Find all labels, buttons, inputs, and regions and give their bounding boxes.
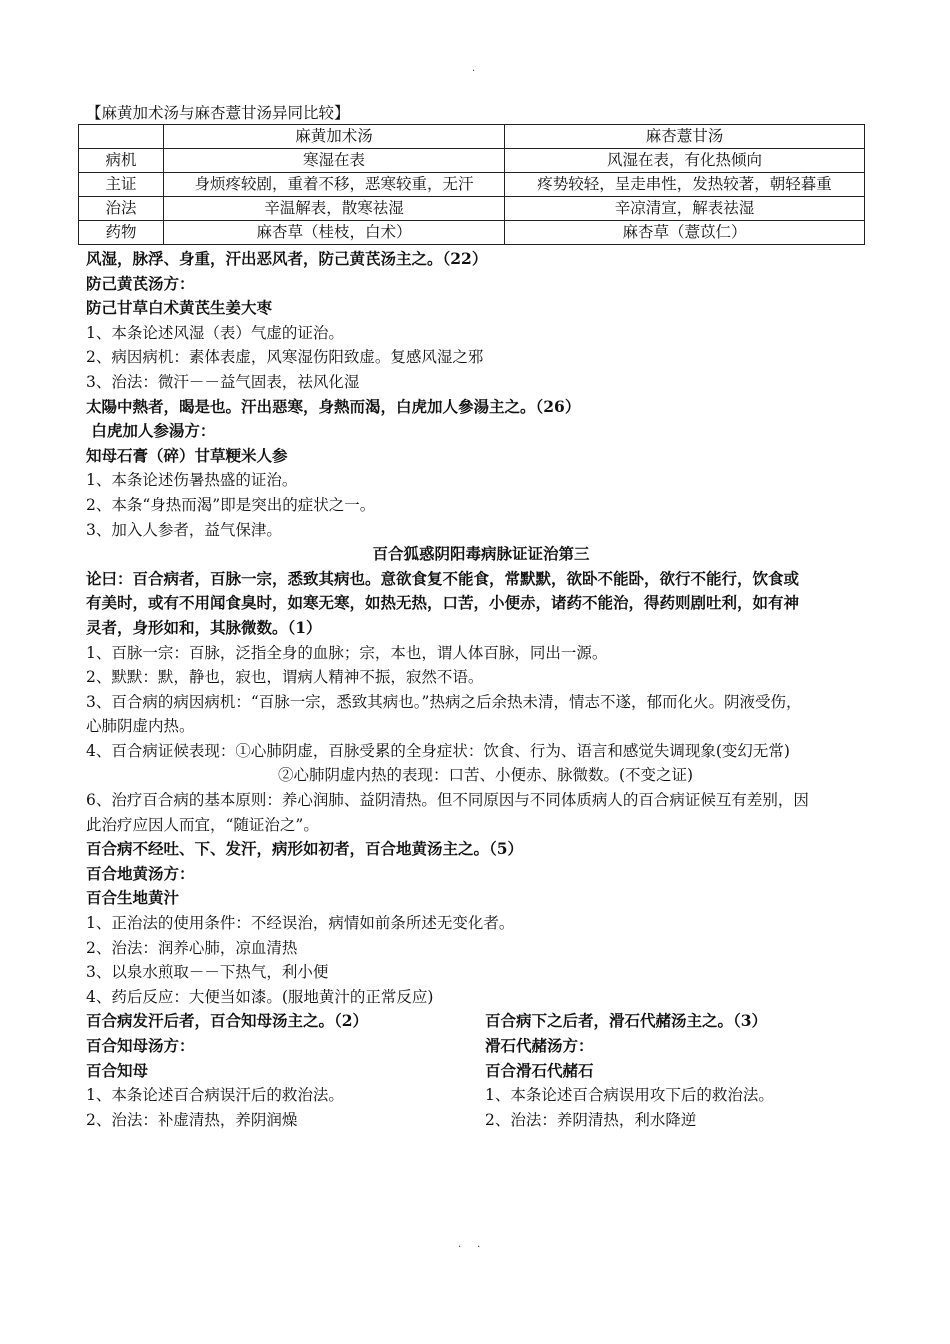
note-line: 2、默默：默，静也，寂也，谓病人精神不振，寂然不语。 bbox=[86, 668, 484, 687]
note-line: 1、本条论述百合病误用攻下后的救治法。 bbox=[485, 1086, 774, 1105]
clause-1-line: 灵者，身形如和，其脉微数。（1） bbox=[86, 617, 322, 637]
formula-title-baihe-dihuang: 百合地黄汤方： bbox=[86, 863, 195, 883]
clause-5: 百合病不经吐、下、发汗，病形如初者，百合地黄汤主之。（5） bbox=[86, 839, 524, 859]
note-line: 6、治疗百合病的基本原则：养心润肺、益阴清热。但不同原因与不同体质病人的百合病证候互有差别，因 bbox=[86, 791, 809, 810]
table-cell: 辛温解表，散寒祛湿 bbox=[164, 197, 505, 221]
table-row bbox=[79, 197, 865, 221]
table-header-maxing-yigan: 麻杏薏甘汤 bbox=[505, 125, 865, 149]
note-line: 4、药后反应：大便当如漆。(服地黄汁的正常反应) bbox=[86, 987, 434, 1006]
clause-26: 太陽中熱者，暍是也。汗出惡寒，身熱而渴，白虎加人參湯主之。（26） bbox=[86, 396, 581, 416]
table-header-mahuang-jiazhu: 麻黄加术汤 bbox=[164, 125, 505, 149]
clause-1-line: 论曰：百合病者，百脉一宗，悉致其病也。意欲食复不能食，常默默，欲卧不能卧，欲行不能行，饮食或 bbox=[86, 568, 800, 588]
formula-fangji-huangqi: 防己甘草白术黄芪生姜大枣 bbox=[86, 298, 273, 318]
formula-baihe-dihuang: 百合生地黄汁 bbox=[86, 888, 180, 908]
comparison-table bbox=[78, 124, 865, 245]
table-cell: 身烦疼较剧，重着不移，恶寒较重，无汗 bbox=[164, 173, 505, 197]
note-line: ②心肺阴虚内热的表现：口苦、小便赤、脉微数。(不变之证) bbox=[278, 766, 694, 785]
clause-2: 百合病发汗后者，百合知母汤主之。（2） bbox=[86, 1011, 369, 1031]
formula-huashi-daizhe: 百合滑石代赭石 bbox=[485, 1060, 594, 1080]
table-row-head: 药物 bbox=[79, 221, 164, 245]
clause-1-line: 有美时，或有不用闻食臭时，如寒无寒，如热无热，口苦，小便赤，诸药不能治，得药则剧吐利，如有神 bbox=[86, 593, 800, 613]
clause-22: 风湿，脉浮、身重，汗出恶风者，防己黄芪汤主之。（22） bbox=[86, 249, 488, 268]
note-line: 此治疗应因人而宜，“随证治之”。 bbox=[86, 815, 319, 834]
note-line: 2、治法：养阴清热，利水降逆 bbox=[485, 1110, 697, 1129]
chapter-title: 百合狐惑阴阳毒病脉证证治第三 bbox=[372, 544, 590, 564]
table-cell: 麻杏草（桂枝，白术） bbox=[164, 221, 505, 245]
formula-title-huashi-daizhe: 滑石代赭汤方： bbox=[485, 1036, 594, 1055]
note-line: 1、本条论述风湿（表）气虚的证治。 bbox=[86, 323, 344, 342]
note-line: 2、本条“身热而渴”即是突出的症状之一。 bbox=[86, 495, 376, 514]
formula-baihe-zhimu: 百合知母 bbox=[86, 1060, 149, 1080]
note-line: 2、治法：补虚清热，养阴润燥 bbox=[86, 1110, 298, 1129]
table-title: 【麻黄加术汤与麻杏薏甘汤异同比较】 bbox=[86, 104, 350, 122]
note-line: 1、本条论述百合病误汗后的救治法。 bbox=[86, 1086, 344, 1105]
note-line: 3、以泉水煎取－－下热气，利小便 bbox=[86, 963, 329, 982]
two-column-section bbox=[86, 1009, 876, 1132]
note-line: 1、百脉一宗：百脉，泛指全身的血脉；宗，本也，谓人体百脉，同出一源。 bbox=[86, 643, 608, 662]
table-cell: 风湿在表，有化热倾向 bbox=[505, 149, 865, 173]
note-line: 2、治法：润养心肺，凉血清热 bbox=[86, 938, 298, 957]
note-line: 4、百合病证候表现：①心肺阴虚，百脉受累的全身症状：饮食、行为、语言和感觉失调现象(变幻无常) bbox=[86, 741, 790, 760]
note-line: 1、本条论述伤暑热盛的证治。 bbox=[86, 471, 298, 490]
formula-title-baihe-zhimu: 百合知母汤方： bbox=[86, 1036, 195, 1055]
table-cell: 麻杏草（薏苡仁） bbox=[505, 221, 865, 245]
formula-title-baihu-renshen: 白虎加人参湯方： bbox=[86, 421, 216, 441]
document-body bbox=[86, 102, 876, 1132]
left-column bbox=[86, 1009, 477, 1132]
table-cell: 寒湿在表 bbox=[164, 149, 505, 173]
right-column bbox=[477, 1009, 876, 1132]
header-dot: . bbox=[472, 63, 476, 74]
table-corner-cell bbox=[79, 125, 164, 149]
formula-title-fangji-huangqi: 防己黄芪汤方： bbox=[86, 273, 195, 293]
table-row bbox=[79, 149, 865, 173]
table-row bbox=[79, 173, 865, 197]
table-row-head: 病机 bbox=[79, 149, 164, 173]
table-cell: 辛凉清宣，解表祛湿 bbox=[505, 197, 865, 221]
note-line: 3、百合病的病因病机：“百脉一宗，悉致其病也。”热病之后余热未清，情志不遂，郁而化火。阴液受伤， bbox=[86, 692, 802, 711]
table-row-head: 治法 bbox=[79, 197, 164, 221]
note-line: 1、正治法的使用条件：不经误治，病情如前条所述无变化者。 bbox=[86, 914, 515, 933]
clause-3: 百合病下之后者，滑石代赭汤主之。（3） bbox=[485, 1011, 768, 1031]
note-line: 2、病因病机：素体表虚，风寒湿伤阳致虚。复感风湿之邪 bbox=[86, 348, 484, 367]
table-cell: 疼势较轻，呈走串性，发热较著，朝轻暮重 bbox=[505, 173, 865, 197]
note-line: 3、治法：微汗－－益气固表，祛风化湿 bbox=[86, 372, 360, 391]
table-row-head: 主证 bbox=[79, 173, 164, 197]
footer-dots: . . bbox=[458, 1239, 481, 1250]
note-line: 心肺阴虚内热。 bbox=[86, 717, 195, 736]
note-line: 3、加入人参者，益气保津。 bbox=[86, 520, 282, 539]
table-row bbox=[79, 221, 865, 245]
formula-baihu-renshen: 知母石膏（碎）甘草粳米人参 bbox=[86, 445, 288, 465]
table-header-row bbox=[79, 125, 865, 149]
